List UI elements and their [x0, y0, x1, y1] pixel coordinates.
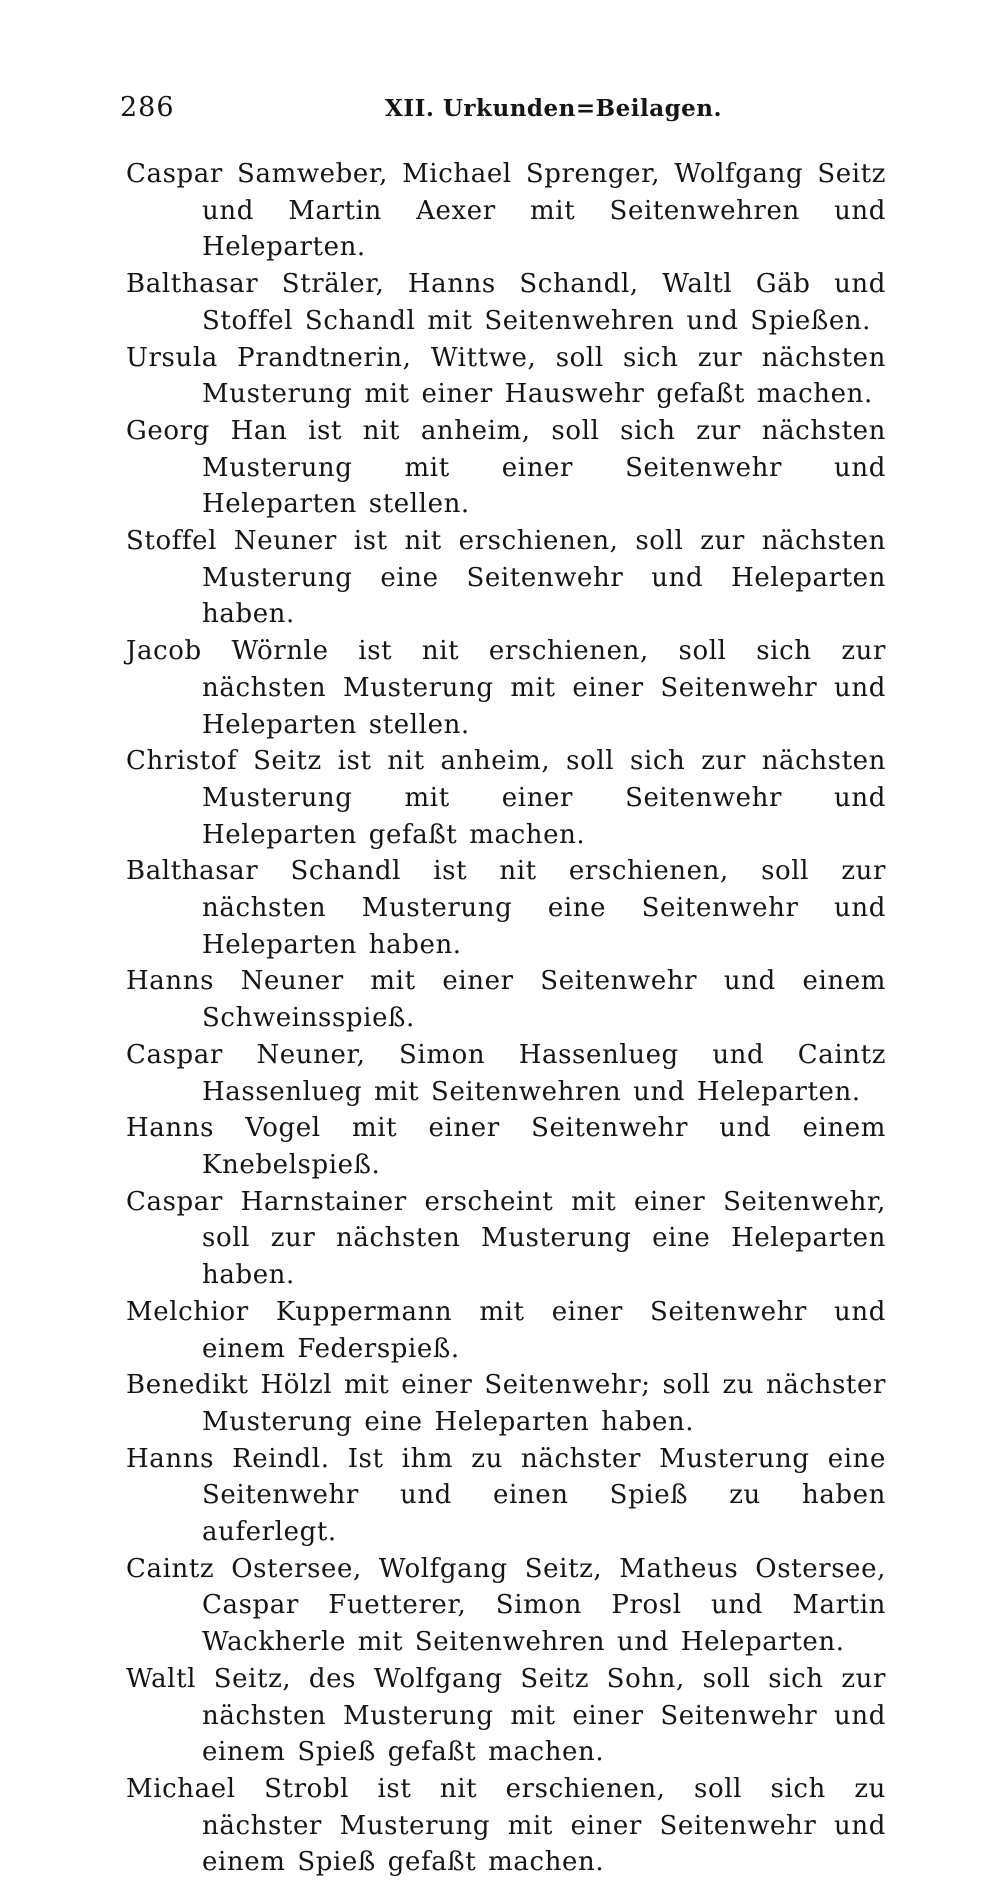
roster-entry: Caintz Ostersee, Wolfgang Seitz, Matheus Ostersee, Caspar Fuetterer, Simon Prosl und Martin Wackherle mit Seitenwehren und Heleparten. — [126, 1553, 886, 1658]
roster-entry: Melchior Kuppermann mit einer Seitenwehr und einem Federspieß. — [126, 1296, 886, 1364]
roster-entry: Ursula Prandtnerin, Wittwe, soll sich zur nächsten Musterung mit einer Hauswehr gefaßt machen. — [126, 342, 886, 410]
roster-entry: Balthasar Schandl ist nit erschienen, soll zur nächsten Musterung eine Seitenwehr und Heleparten haben. — [126, 856, 886, 960]
roster-entry: Michael Strobl ist nit erschienen, soll sich zu nächster Musterung mit einer Seitenwehr und einem Spieß gefaßt machen. — [126, 1773, 886, 1878]
page-header — [120, 92, 930, 132]
roster-entry: Balthasar Sträler, Hanns Schandl, Waltl Gäb und Stoffel Schandl mit Seitenwehren und Spießen. — [126, 269, 886, 336]
roster-entry: Georg Han ist nit anheim, soll sich zur nächsten Musterung mit einer Seitenwehr und Heleparten stellen. — [126, 415, 886, 520]
roster-entries — [126, 156, 886, 1881]
roster-entry: Waltl Seitz, des Wolfgang Seitz Sohn, soll sich zur nächsten Musterung mit einer Seitenwehr und einem Spieß gefaßt machen. — [126, 1663, 886, 1768]
roster-entry: Hanns Reindl. Ist ihm zu nächster Musterung eine Seitenwehr und einen Spieß zu haben auferlegt. — [126, 1443, 886, 1548]
roster-entry: Caspar Samweber, Michael Sprenger, Wolfgang Seitz und Martin Aexer mit Seitenwehren und Heleparten. — [126, 159, 886, 263]
roster-entry: Benedikt Hölzl mit einer Seitenwehr; soll zu nächster Musterung eine Heleparten haben. — [126, 1370, 886, 1437]
running-head: XII. Urkunden=Beilagen. — [385, 95, 723, 122]
roster-entry: Hanns Neuner mit einer Seitenwehr und einem Schweinsspieß. — [126, 966, 886, 1034]
page-number: 286 — [120, 92, 175, 123]
roster-entry: Jacob Wörnle ist nit erschienen, soll sich zur nächsten Musterung mit einer Seitenwehr und Heleparten stellen. — [126, 636, 886, 740]
roster-entry: Caspar Neuner, Simon Hassenlueg und Caintz Hassenlueg mit Seitenwehren und Heleparten. — [126, 1039, 886, 1107]
roster-entry: Caspar Harnstainer erscheint mit einer Seitenwehr, soll zur nächsten Musterung eine Heleparten haben. — [126, 1186, 886, 1291]
roster-entry: Hanns Vogel mit einer Seitenwehr und einem Knebelspieß. — [126, 1113, 886, 1180]
roster-entry: Stoffel Neuner ist nit erschienen, soll zur nächsten Musterung eine Seitenwehr und Heleparten haben. — [126, 526, 886, 630]
roster-entry: Christof Seitz ist nit anheim, soll sich zur nächsten Musterung mit einer Seitenwehr und Heleparten gefaßt machen. — [126, 746, 886, 850]
